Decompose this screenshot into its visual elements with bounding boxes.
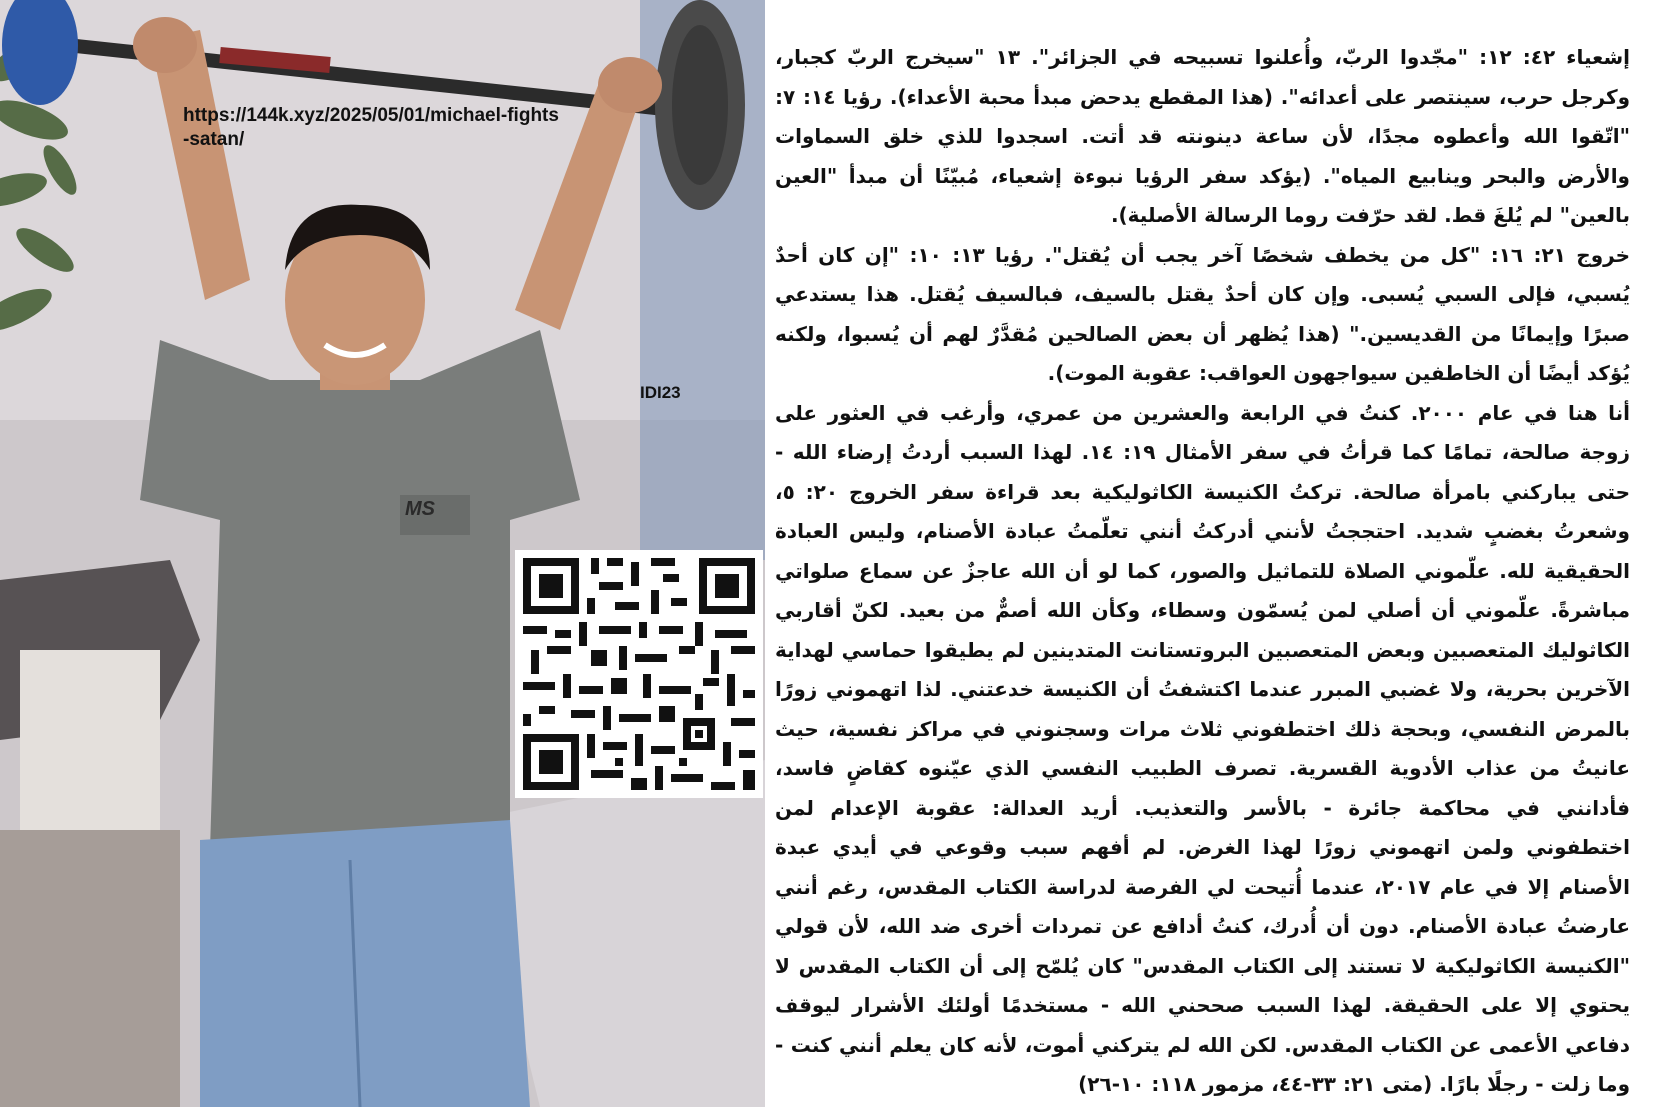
paragraph-exodus-revelation: خروج ٢١: ١٦: "كل من يخطف شخصًا آخر يجب أن يُقتل". رؤيا ١٣: ١٠: "إن كان أحدٌ يُسبي، فإلى السبي يُسبى. وإن كان أحدٌ يقتل بالسيف، فبالسيف يُقتل. هذا يستدعي صبرًا وإيمانًا من القديسين." (هذا يُظهر أن بعض الصالحين مُقدَّرٌ لهم أن يُسبوا، ولكنه يُؤكد أيضًا أن الخاطفين سيواجهون العواقب: عقوبة الموت). <box>775 242 1630 385</box>
shirt-logo-text: MS <box>405 498 435 520</box>
paragraph-isaiah-revelation: إشعياء ٤٢: ١٢: "مجّدوا الربّ، وأُعلنوا تسبيحه في الجزائر". ١٣ "سيخرج الربّ كجبار، وكرجل حرب، سينتصر على أعدائه". (هذا المقطع يدحض مبدأ محبة الأعداء). رؤيا ١٤: ٧: "اتّقوا الله وأعطوه مجدًا، لأن ساعة دينونته قد أتت. اسجدوا للذي خلق السماوات والأرض والبحر وينابيع المياه". (يؤكد سفر الرؤيا نبوءة إشعياء، مُبيّنًا أن مبدأ "العين بالعين" لم يُلغَ قط. لقد حرّفت روما الرسالة الأصلية). <box>775 45 1631 227</box>
paragraph-personal-testimony: أنا هنا في عام ٢٠٠٠. كنتُ في الرابعة والعشرين من عمري، وأرغب في العثور على زوجة صالحة، تمامًا كما قرأتُ في سفر الأمثال ١٩: ١٤. لهذا السبب أردتُ إرضاء الله - حتى يباركني بامرأة صالحة. تركتُ الكنيسة الكاثوليكية بعد قراءة سفر الخروج ٢٠: ٥، وشعرتُ بغضبٍ شديد. احتججتُ لأنني أدركتُ أنني تعلّمتُ عبادة الأصنام، وليس العبادة الحقيقية لله. علّموني الصلاة للتماثيل والصور، كما لو أن الله عاجزٌ عن سماع صلواتي مباشرةً. علّموني أن أصلي لمن يُسمّون وسطاء، وكأن الله أصمٌّ من بعيد. لكنّ أقاربي الكاثوليك المتعصبين وبعض المتعصبين البروتستانت المتدينين لم يطيقوا حماسي لهداية الآخرين بحرية، ولا غضبي المبرر عندما اكتشفتُ أن الكنيسة خدعتني. لذا اتهموني زورًا بالمرض النفسي، وبحجة ذلك اختطفوني ثلاث مرات وسجنوني في مراكز نفسية، حيث عانيتُ من عذاب الأدوية القسرية. تصرف الطبيب النفسي الذي عيّنوه كقاضٍ فاسد، فأدانني في محاكمة جائرة - بالأسر والتعذيب. أريد العدالة: عقوبة الإعدام لمن اختطفوني ولمن اتهموني زورًا لهذا الغرض. لم أفهم سبب وقوعي في أيدي عبدة الأصنام إلا في عام ٢٠١٧، عندما أُتيحت لي الفرصة لدراسة الكتاب المقدس، رغم أنني عارضتُ عبادة الأصنام. دون أن أُدرك، كنتُ أدافع عن تمردات أخرى ضد الله، لأن قولي "الكنيسة الكاثوليكية لا تستند إلى الكتاب المقدس" كان يُلمّح إلى أن الكتاب المقدس لا يحتوي إلا على الحقيقة. لهذا السبب صححني الله - مستخدمًا أولئك الأشرار ليوقف دفاعي الأعمى عن الكتاب المقدس. لكن الله لم يتركني أموت، لأنه كان يعلم أنني كنت - وما زلت - رجلًا بارًا. (متى ٢١: ٣٣-٤٤، مزمور ١١٨: ١٠-٢٦) <box>775 400 1631 1096</box>
photo-panel <box>0 0 765 1107</box>
article-text <box>775 38 1631 1096</box>
stamp-label: IDI23 <box>640 383 681 402</box>
qr-code-icon <box>515 550 763 798</box>
qr-code-graphic <box>515 550 763 798</box>
overlay-url-text: https://144k.xyz/2025/05/01/michael-fights-satan/ <box>183 105 559 150</box>
